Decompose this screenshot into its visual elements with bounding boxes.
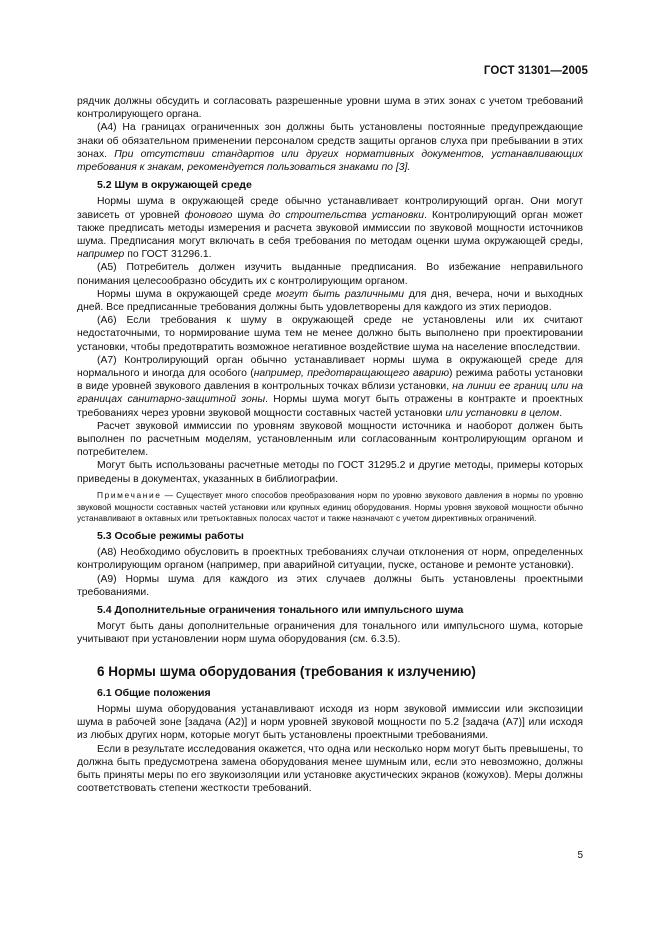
requirement-a8: (А8) Необходимо обусловить в проектных требованиях случаи отклонения от норм, определенных контролирующим органом (например, при аварийной ситуации, пуске, останове и ремонте установки). [77,547,583,572]
note: Примечание — Существует много способов преобразования норм по уровню звукового давления в нормы по уровню звуковой мощности составных частей установки или крупных единиц оборудования. Нормы уровня звуковой мощности обычно устанавливают в октавных или третьоктавных полосах частот и также назначают с учетом директивных ограничений. [77,489,583,524]
requirement-a9: (А9) Нормы шума для каждого из этих случаев должны быть установлены проектными требованиями. [77,573,583,598]
note-label: Примечание [97,489,162,500]
requirement-a4: (А4) На границах ограниченных зон должны быть установлены постоянные предупреждающие знаки об обязательном применении персоналом средств защиты органов слуха при пребывании в этих зонах. При отсутствии стандартов или других нормативных документов, устанавливающих требования к знакам, рекомендуется пользоваться знаками по [3]. [77,122,583,174]
section-heading-5-2: 5.2 Шум в окружающей среде [97,179,252,192]
paragraph: Если в результате исследования окажется, что одна или несколько норм могут быть превышены, то должна быть предусмотрена замена оборудования менее шумным или, если это невозможно, должны быть приняты меры по его звукоизоляции или установке акустических экранов (кожухов). Меры должны соответствовать степени жесткости требований. [77,743,583,795]
requirement-a6: (А6) Если требования к шуму в окружающей среде не установлены или их считают недостаточными, то нормирование шума тем не менее должно быть выполнено при проектировании установки, чтобы предотвратить возможное негативное воздействие шума на население впоследствии. [77,315,583,353]
paragraph: Нормы шума в окружающей среде могут быть различными для дня, вечера, ночи и выходных дней. Все предписанные требования должны быть удовлетворены для каждого из этих периодов. [77,288,583,314]
requirement-a7: (А7) Контролирующий орган обычно устанавливает нормы шума в окружающей среде для нормального и иногда для особого (например, предотвращающего аварию) режима работы установки в виде уровней звукового давления в контрольных точках вблизи установки, на линии ее границ или на границах санитарно-защитной зоны. Нормы шума могут быть отражены в контракте и проектных требованиях через уровни звуковой мощности составных частей установки или установки в целом. [77,354,583,419]
paragraph: Нормы шума оборудования устанавливают исходя из норм звуковой иммиссии или экспозиции шума в рабочей зоне [задача (А2)] и норм уровней звуковой мощности по 5.2 [задача (А7)] или исходя из любых других норм, которые могут быть установлены проектными требованиями. [77,704,583,742]
document-body [77,95,583,795]
page-number: 5 [577,850,583,861]
paragraph: Нормы шума в окружающей среде обычно устанавливает контролирующий орган. Они могут зависеть от уровней фонового шума до строительства установки. Контролирующий орган может также предписать методы измерения и расчета звуковой иммиссии по звуковой мощности источников шума. Предписания могут включать в себя требования по методам оценки шума окружающей среды, например по ГОСТ 31296.1. [77,196,583,261]
document-header: ГОСТ 31301—2005 [483,65,588,77]
paragraph: Расчет звуковой иммиссии по уровням звуковой мощности источника и наоборот должен быть выполнен по расчетным моделям, установленным или согласованным контролирующим органом и потребителем. [77,420,583,459]
paragraph: Могут быть даны дополнительные ограничения для тонального или импульсного шума, которые учитывают при установлении норм шума оборудования (см. 6.3.5). [77,621,583,646]
paragraph: рядчик должны обсудить и согласовать разрешенные уровни шума в этих зонах с учетом требований контролирующего органа. [77,96,583,121]
section-heading-6: 6 Нормы шума оборудования (требования к излучению) [97,663,476,679]
paragraph: Могут быть использованы расчетные методы по ГОСТ 31295.2 и другие методы, примеры которых приведены в документах, указанных в библиографии. [77,460,583,485]
section-heading-5-3: 5.3 Особые режимы работы [97,530,244,542]
section-heading-6-1: 6.1 Общие положения [97,686,211,699]
requirement-a5: (А5) Потребитель должен изучить выданные предписания. Во избежание неправильного понимания целесообразно обсудить их с контролирующим органом. [77,262,583,287]
section-heading-5-4: 5.4 Дополнительные ограничения тонального или импульсного шума [97,604,464,617]
